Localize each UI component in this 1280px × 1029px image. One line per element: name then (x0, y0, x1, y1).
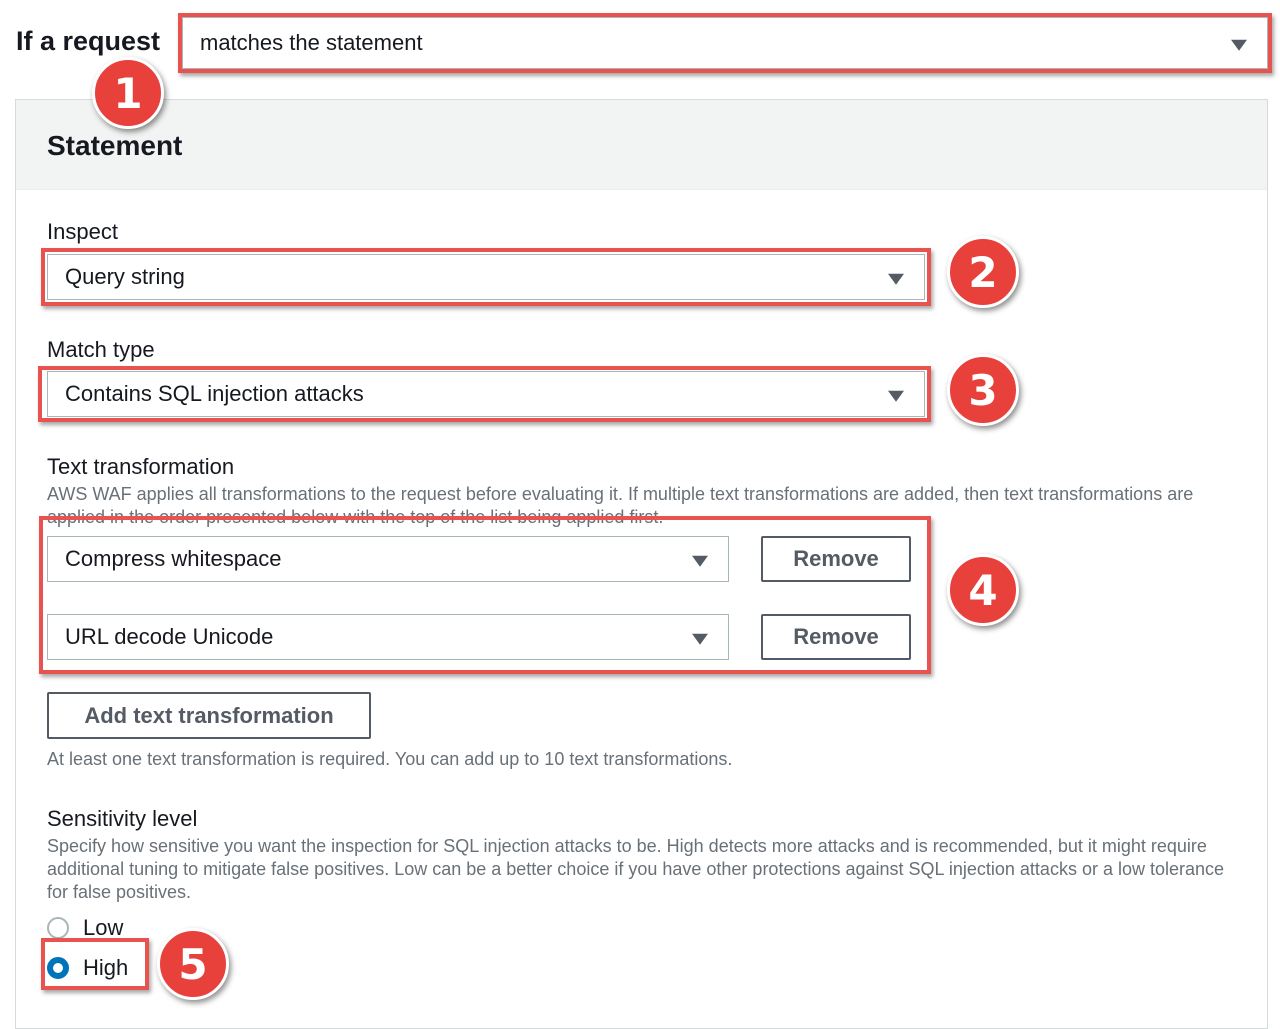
caret-down-icon (692, 634, 708, 645)
text-transformation-label: Text transformation (47, 454, 235, 479)
match-type-select[interactable] (47, 371, 925, 417)
inspect-label: Inspect (47, 219, 118, 244)
sensitivity-level-description: Specify how sensitive you want the inspection for SQL injection attacks to be. High detects more attacks and is recommended, but it might require additional tuning to mitigate false positives. Low can be a better choice if you have other protections against SQL injection attacks or a low tolerance for false positives. (47, 836, 1225, 902)
request-condition-select[interactable] (182, 17, 1268, 69)
callout-badge-5: 5 (157, 928, 229, 1000)
text-transformation-description: AWS WAF applies all transformations to the request before evaluating it. If multiple text transformations are added, then text transformations are applied in the order presented below with the top of the list being applied first. (47, 484, 1194, 527)
caret-down-icon (888, 274, 904, 285)
statement-title: Statement (47, 130, 183, 161)
text-transformation-select-2[interactable] (47, 614, 729, 660)
sensitivity-level-label: Sensitivity level (47, 806, 198, 831)
radio-high[interactable] (47, 957, 69, 979)
add-text-transformation-button[interactable]: Add text transformation (47, 692, 371, 739)
remove-transformation-button-2[interactable]: Remove (761, 614, 911, 660)
callout-badge-4: 4 (947, 554, 1019, 626)
inspect-value: Query string (65, 264, 185, 289)
match-type-label: Match type (47, 337, 155, 362)
text-transformation-value-1: Compress whitespace (65, 546, 282, 571)
radio-low-label: Low (83, 915, 124, 940)
statement-panel-header (16, 100, 1267, 190)
caret-down-icon (1231, 40, 1247, 51)
remove-transformation-button-1[interactable]: Remove (761, 536, 911, 582)
text-transformation-hint: At least one text transformation is required. You can add up to 10 text transformations. (47, 749, 733, 769)
text-transformation-select-1[interactable] (47, 536, 729, 582)
caret-down-icon (888, 391, 904, 402)
callout-badge-1: 1 (92, 57, 164, 129)
caret-down-icon (692, 556, 708, 567)
text-transformation-value-2: URL decode Unicode (65, 624, 274, 649)
radio-low[interactable] (47, 917, 69, 939)
inspect-select[interactable] (47, 254, 925, 300)
if-a-request-label: If a request (16, 26, 161, 56)
callout-badge-2: 2 (947, 236, 1019, 308)
match-type-value: Contains SQL injection attacks (65, 381, 364, 406)
sensitivity-option-low[interactable] (47, 915, 123, 941)
radio-high-label: High (83, 955, 129, 980)
callout-badge-3: 3 (947, 354, 1019, 426)
request-condition-value: matches the statement (200, 30, 423, 55)
sensitivity-option-high[interactable] (47, 955, 128, 981)
